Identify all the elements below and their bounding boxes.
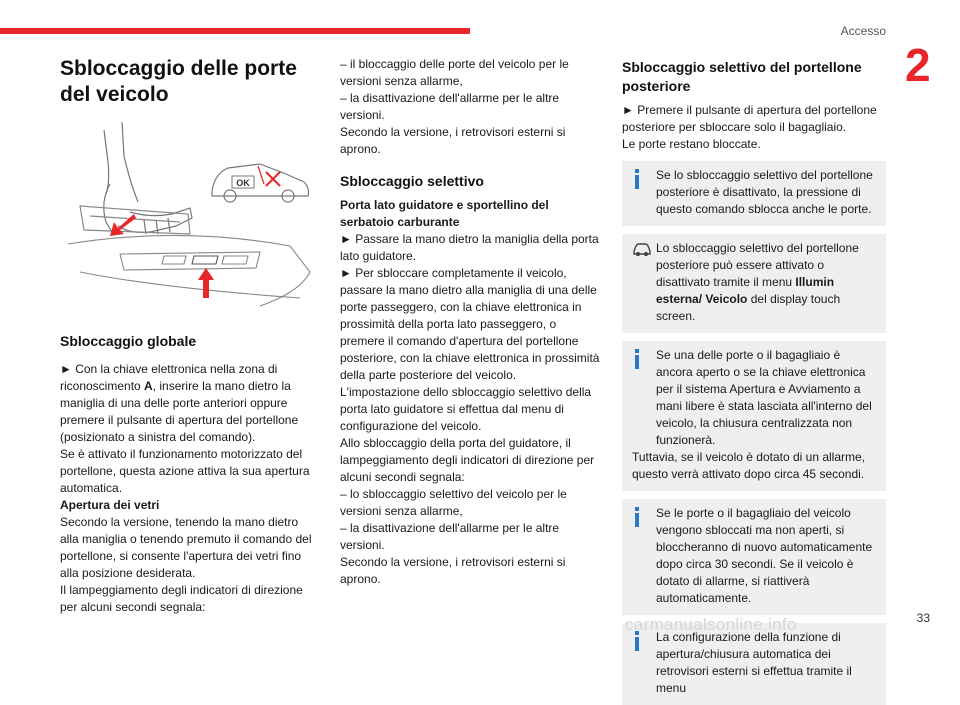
unlock-illustration xyxy=(60,122,318,318)
tailgate-button-icon xyxy=(68,235,310,306)
press-arrow-icon xyxy=(198,268,214,298)
header-accent-bar xyxy=(0,28,470,34)
subheading-driver-door: Porta lato guidatore e sportellino del serbatoio carburante xyxy=(340,198,549,229)
paragraph: ► Premere il pulsante di apertura del portellone posteriore per sbloccare solo il bagagliaio. xyxy=(622,103,877,134)
subtitle-tailgate: Sbloccaggio selettivo del portellone posteriore xyxy=(622,59,862,94)
page-number: 33 xyxy=(916,611,930,625)
paragraph: ► Passare la mano dietro la maniglia della porta lato guidatore. xyxy=(340,232,599,263)
paragraph: ► Con la chiave elettronica nella zona di riconoscimento A, inserire la mano dietro la maniglia di una delle porte anteriori oppure premere il pulsante di apertura del portellone (posizionato a sinistra del comando). xyxy=(60,362,299,444)
info-icon xyxy=(632,169,642,194)
subtitle-global: Sbloccaggio globale xyxy=(60,333,197,349)
column-middle xyxy=(340,56,600,588)
column-right xyxy=(622,58,886,705)
chapter-number: 2 xyxy=(905,39,931,91)
list-item: – il bloccaggio delle porte del veicolo per le versioni senza allarme, xyxy=(340,57,569,88)
ok-badge: OK xyxy=(236,178,250,188)
paragraph: L'impostazione dello sbloccaggio selettivo della porta lato guidatore si effettua dal menu di configurazione del veicolo. xyxy=(340,385,592,433)
page-title: Sbloccaggio delle porte del veicolo xyxy=(60,57,297,106)
paragraph: Secondo la versione, tenendo la mano dietro alla maniglia o tenendo premuto il comando del portellone, si consente l'apertura dei vetri fino alla posizione desiderata. xyxy=(60,515,312,580)
paragraph: Secondo la versione, i retrovisori esterni si aprono. xyxy=(340,125,566,156)
paragraph: Se è attivato il funzionamento motorizzato del portellone, questa azione attiva la sua apertura automatica. xyxy=(60,447,310,495)
list-item: – la disattivazione dell'allarme per le altre versioni. xyxy=(340,521,560,552)
paragraph: Il lampeggiamento degli indicatori di direzione per alcuni secondi segnala: xyxy=(60,583,303,614)
list-item: – la disattivazione dell'allarme per le altre versioni. xyxy=(340,91,560,122)
paragraph: Allo sbloccaggio della porta del guidatore, il lampeggiamento degli indicatori di direzione per alcuni secondi segnala: xyxy=(340,436,595,484)
subheading-windows: Apertura dei vetri xyxy=(60,498,160,512)
paragraph: Secondo la versione, i retrovisori esterni si aprono. xyxy=(340,555,566,586)
subtitle-selective: Sbloccaggio selettivo xyxy=(340,173,484,189)
paragraph: Le porte restano bloccate. xyxy=(622,137,761,151)
car-icon xyxy=(632,242,652,261)
vehicle-note: Lo sbloccaggio selettivo del portellone posteriore può essere attivato o disattivato tramite il menu Illumin esterna/ Veicolo del display touch screen. xyxy=(622,234,886,333)
info-note: Se lo sbloccaggio selettivo del portellone posteriore è disattivato, la pressione di questo comando sblocca anche le porte. xyxy=(622,161,886,226)
info-note: Se le porte o il bagagliaio del veicolo vengono sbloccati ma non aperti, si bloccheranno di nuovo automaticamente dopo circa 30 secondi. Se il veicolo è dotato di allarme, si riattiverà automaticamente. xyxy=(622,499,886,615)
paragraph: ► Per sbloccare completamente il veicolo, passare la mano dietro alla maniglia di una delle porte passeggero, con la chiave elettronica in prossimità della porta lato passeggero, o premere il comando d'apertura del portellone posteriore, con la chiave elettronica in prossimità della parte posteriore del veicolo. xyxy=(340,266,600,382)
watermark: carmanualsonline.info xyxy=(625,615,797,634)
info-icon xyxy=(632,349,642,374)
column-left xyxy=(60,56,318,616)
info-icon xyxy=(632,507,642,532)
info-note: La configurazione della funzione di apertura/chiusura automatica dei retrovisori esterni si effettua tramite il menu xyxy=(622,623,886,705)
car-side-icon xyxy=(212,164,309,202)
list-item: – lo sbloccaggio selettivo del veicolo per le versioni senza allarme, xyxy=(340,487,567,518)
section-title: Accesso xyxy=(840,24,886,38)
door-handle-icon xyxy=(80,206,190,234)
info-note: Se una delle porte o il bagagliaio è ancora aperto o se la chiave elettronica per il sistema Apertura e Avviamento a mani libere è stata lasciata all'interno del veicolo, la chiusura centralizzata non funzionerà. Tuttavia, se il veicolo è dotato di un allarme, questo verrà attivato dopo circa 45 secondi. xyxy=(622,341,886,491)
